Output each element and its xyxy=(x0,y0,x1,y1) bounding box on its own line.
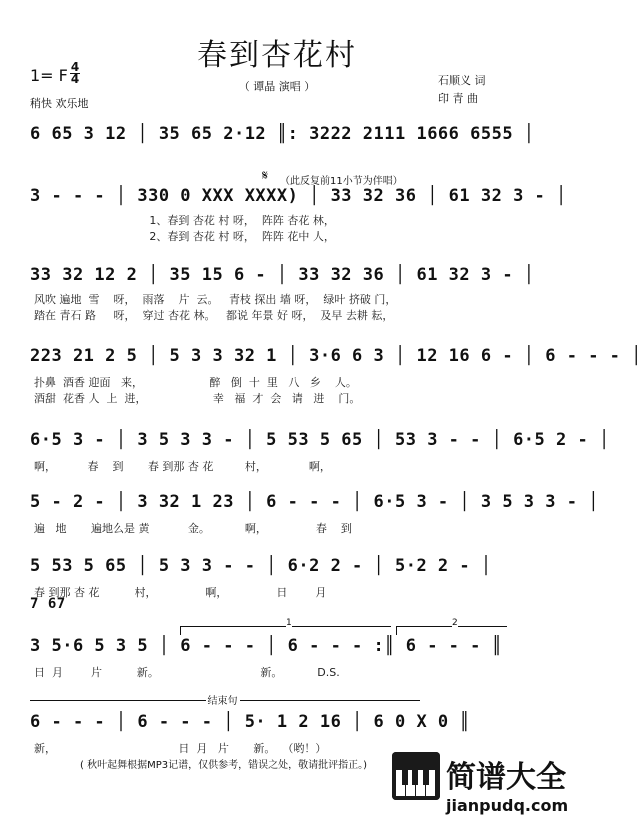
piano-keys-icon xyxy=(392,752,440,800)
notation-line: 6·5 3 - │ 3 5 3 3 - │ 5 53 5 65 │ 53 3 - - │ 6·5 2 - │ xyxy=(30,430,610,450)
lyric-line: 新， 日 月 片 新。 （哟！） xyxy=(34,742,327,755)
lyric-line: 扑鼻 酒香 迎面 来， 醉 倒 十 里 八 乡 人。 xyxy=(34,376,357,389)
lyric-line: 踏在 青石 路 呀， 穿过 杏花 林。 都说 年景 好 呀， 及早 去耕 耘， xyxy=(34,309,394,322)
singer-credit: （ 谭晶 演唱 ） xyxy=(238,80,316,93)
composer-credit: 印 青 曲 xyxy=(438,92,478,105)
score-row-1 xyxy=(30,124,535,154)
meter-top: 4 xyxy=(70,60,80,74)
score-row-6 xyxy=(30,492,599,537)
notation-line: 6 65 3 12 │ 35 65 2·12 ║: 3222 2111 1666 6555 │ xyxy=(30,124,535,144)
lyric-line: 遍 地 遍地么是 黄 金。 啊， 春 到 xyxy=(34,522,352,535)
notation-line: 33 32 12 2 │ 35 15 6 - │ 33 32 36 │ 61 32 3 - │ xyxy=(30,265,535,285)
lyric-line: 酒甜 花香 人 上 进， 幸 福 才 会 请 进 门。 xyxy=(34,392,361,405)
notation-line: 6 - - - │ 6 - - - │ 5· 1 2 16 │ 6 0 X 0 ║ xyxy=(30,712,471,732)
score-row-2 xyxy=(30,186,567,246)
repeat-instruction: （此反复前11小节为伴唱） xyxy=(280,176,403,187)
score-row-7 xyxy=(30,556,512,616)
lyric-line: 啊， 春 到 春 到那 杏 花 村， 啊， xyxy=(34,460,331,473)
lyric-line: 日 月 片 新。 新。 D.S. xyxy=(34,666,340,679)
coda-label: 结束句 xyxy=(206,692,240,707)
first-ending-label: 1 xyxy=(286,618,292,628)
notation-line: 3 - - - │ 330 0 XXX XXXX) │ 33 32 36 │ 61 32 3 - │ xyxy=(30,186,567,206)
score-row-9 xyxy=(30,712,512,757)
tempo-marking: 稍快 欢乐地 xyxy=(30,97,89,110)
notation-line: 5 - 2 - │ 3 32 1 23 │ 6 - - - │ 6·5 3 - │ 3 5 3 3 - │ xyxy=(30,492,599,512)
score-row-3 xyxy=(30,265,535,325)
score-row-8 xyxy=(30,636,512,681)
score-row-4 xyxy=(30,346,642,406)
logo-url: jianpudq.com xyxy=(446,796,569,815)
notation-line: 5 53 5 65 │ 5 3 3 - - │ 6·2 2 - │ 5·2 2 - │ xyxy=(30,556,492,576)
site-logo[interactable] xyxy=(392,752,569,826)
transcription-note: ( 秋叶起舞根据MP3记谱，仅供参考，错误之处，敬请批评指正。) xyxy=(80,760,368,771)
second-ending-bracket xyxy=(396,618,507,635)
lyric-line: 2、春到 杏花 村 呀， 阵阵 花中 人， xyxy=(34,230,335,243)
segno-sign: 𝄋 xyxy=(262,168,269,184)
score-row-5 xyxy=(30,430,610,475)
score-title: 春到杏花村 xyxy=(197,38,357,73)
lyricist-credit: 石顺义 词 xyxy=(438,74,486,87)
alternate-notes: 7 67 xyxy=(30,596,66,612)
first-ending-bracket xyxy=(180,618,391,635)
notation-line: 223 21 2 5 │ 5 3 3 32 1 │ 3·6 6 3 │ 12 16 6 - │ 6 - - - │ xyxy=(30,346,642,366)
lyric-line: 1、春到 杏花 村 呀， 阵阵 杏花 林， xyxy=(34,214,335,227)
lyric-line: 风吹 遍地 雪 呀， 雨落 片 云。 青枝 探出 墙 呀， 绿叶 挤破 门， xyxy=(34,293,397,306)
notation-line: 3 5·6 5 3 5 │ 6 - - - │ 6 - - - :║ 6 - - - ║ xyxy=(30,636,503,656)
second-ending-label: 2 xyxy=(452,618,458,628)
coda-bracket xyxy=(30,696,420,707)
lyric-line: 春 到那 杏 花 村， 啊， 日 月 xyxy=(34,586,327,599)
key-signature: 1= F xyxy=(30,66,68,85)
meter-bottom: 4 xyxy=(70,72,80,86)
logo-wordmark: 简谱大全 xyxy=(446,760,566,795)
